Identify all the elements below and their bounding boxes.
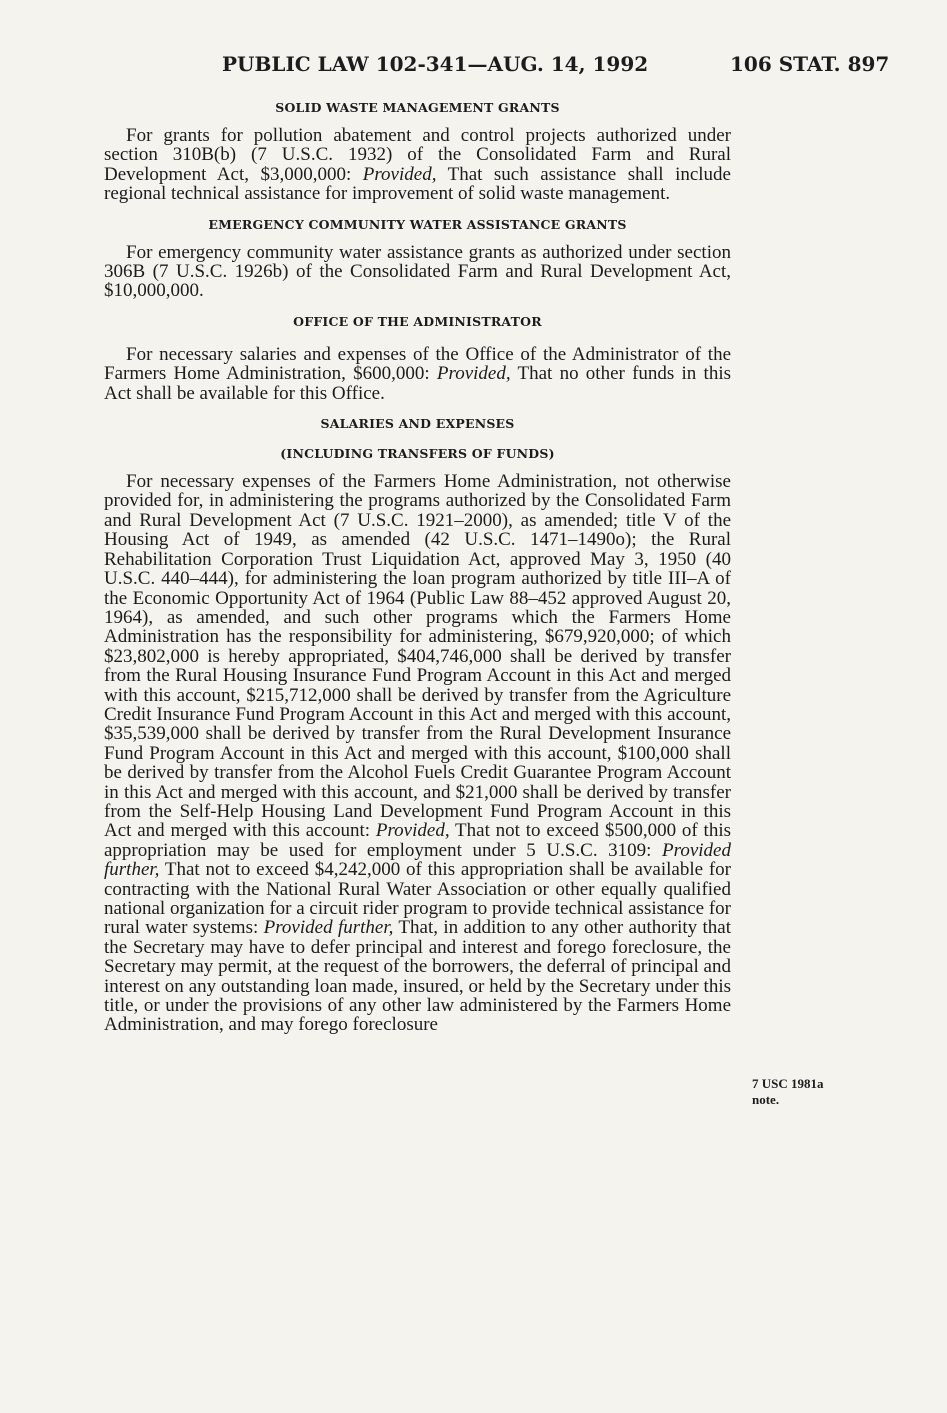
text-run: For grants for pollution abatement and control projects authorized under section 310B(b) (7 U.S.C. 1932) of the Consolidated Farm and Rural Development Act, $3,000,000: (104, 125, 731, 185)
statute-page-number: 106 STAT. 897 (730, 52, 890, 76)
text-run-italic: Provided further, (104, 839, 731, 881)
section-heading-emergency-water: EMERGENCY COMMUNITY WATER ASSISTANCE GRANTS (208, 216, 627, 232)
margin-note-line: note. (752, 1092, 780, 1107)
section-heading-office-administrator: OFFICE OF THE ADMINISTRATOR (293, 313, 542, 329)
text-run: For necessary expenses of the Farmers Home Administration, not otherwise provided for, in administering the programs authorized by the Consolidated Farm and Rural Development Act (7 U.S.C. 1921–2000), as amended; title V of the Housing Act of 1949, as amended (42 U.S.C. 1471–1490o); the Rural Rehabilitation Corporation Trust Liquidation Act, approved May 3, 1950 (40 U.S.C. 440–444), for administering the loan program authorized by title III–A of the Economic Opportunity Act of 1964 (Public Law 88–452 approved August 20, 1964), as amended, and such other programs which the Farmers Home Administration has the responsibility for administering, $679,920,000; of which $23,802,000 is hereby appropriated, $404,746,000 shall be derived by transfer from the Rural Housing Insurance Fund Program Account in this Act and merged with this account, $215,712,000 shall be derived by transfer from the Agriculture Credit Insurance Fund Program Account in this Act and merged with this account, $35,539,000 shall be derived by transfer from the Rural Development Insurance Fund Program Account in this Act and merged with this account, $100,000 shall be derived by transfer from the Alcohol Fuels Credit Guarantee Program Account in this Act and merged with this account, and $21,000 shall be derived by transfer from the Self-Help Housing Land Development Fund Program Account in this Act and merged with this account: (104, 471, 731, 842)
text-run: For necessary salaries and expenses of the Office of the Administrator of the Farmers Home Administration, $600,000: (104, 343, 731, 385)
text-run-italic: Provided, (362, 163, 437, 185)
text-run: That no other funds in this Act shall be available for this Office. (104, 363, 731, 404)
text-run-italic: Provided, (436, 363, 511, 385)
paragraph-solid-waste (104, 126, 731, 204)
paragraph-emergency-water (104, 243, 731, 301)
paragraph-office-administrator (104, 345, 731, 403)
text-run-italic: Provided further, (263, 917, 394, 939)
section-subheading-transfers: (INCLUDING TRANSFERS OF FUNDS) (280, 446, 555, 462)
running-head-title: PUBLIC LAW 102-341—AUG. 14, 1992 (222, 52, 649, 76)
main-text-column (104, 98, 731, 1035)
text-run: That, in addition to any other authority that the Secretary may have to defer principal and interest and forego foreclosure, the Secretary may permit, at the request of the borrowers, the deferral of principal and interest on any outstanding loan made, insured, or held by the Secretary under this title, or under the provisions of any other law administered by the Farmers Home Administration, and may forego foreclosure (104, 917, 731, 1036)
section-heading-solid-waste: SOLID WASTE MANAGEMENT GRANTS (275, 100, 560, 115)
margin-citation-note (752, 1076, 872, 1108)
text-run: That not to exceed $500,000 of this appropriation may be used for employment under 5 U.S.C. 3109: (104, 820, 731, 861)
text-run: That not to exceed $4,242,000 of this appropriation shall be available for contracting with the National Rural Water Association or other equally qualified national organization for a circuit rider program to provide technical assistance for rural water systems: (104, 859, 731, 939)
margin-note-line: 7 USC 1981a (752, 1076, 824, 1091)
text-run-italic: Provided, (375, 820, 450, 842)
page-header (0, 52, 947, 86)
text-run: That such assistance shall include regional technical assistance for improvement of solid waste management. (104, 163, 731, 205)
text-run: For emergency community water assistance grants as authorized under section 306B (7 U.S.C. 1926b) of the Consolidated Farm and Rural Development Act, $10,000,000. (104, 241, 731, 302)
section-heading-salaries-expenses: SALARIES AND EXPENSES (320, 416, 515, 432)
paragraph-salaries-expenses (104, 472, 731, 1035)
